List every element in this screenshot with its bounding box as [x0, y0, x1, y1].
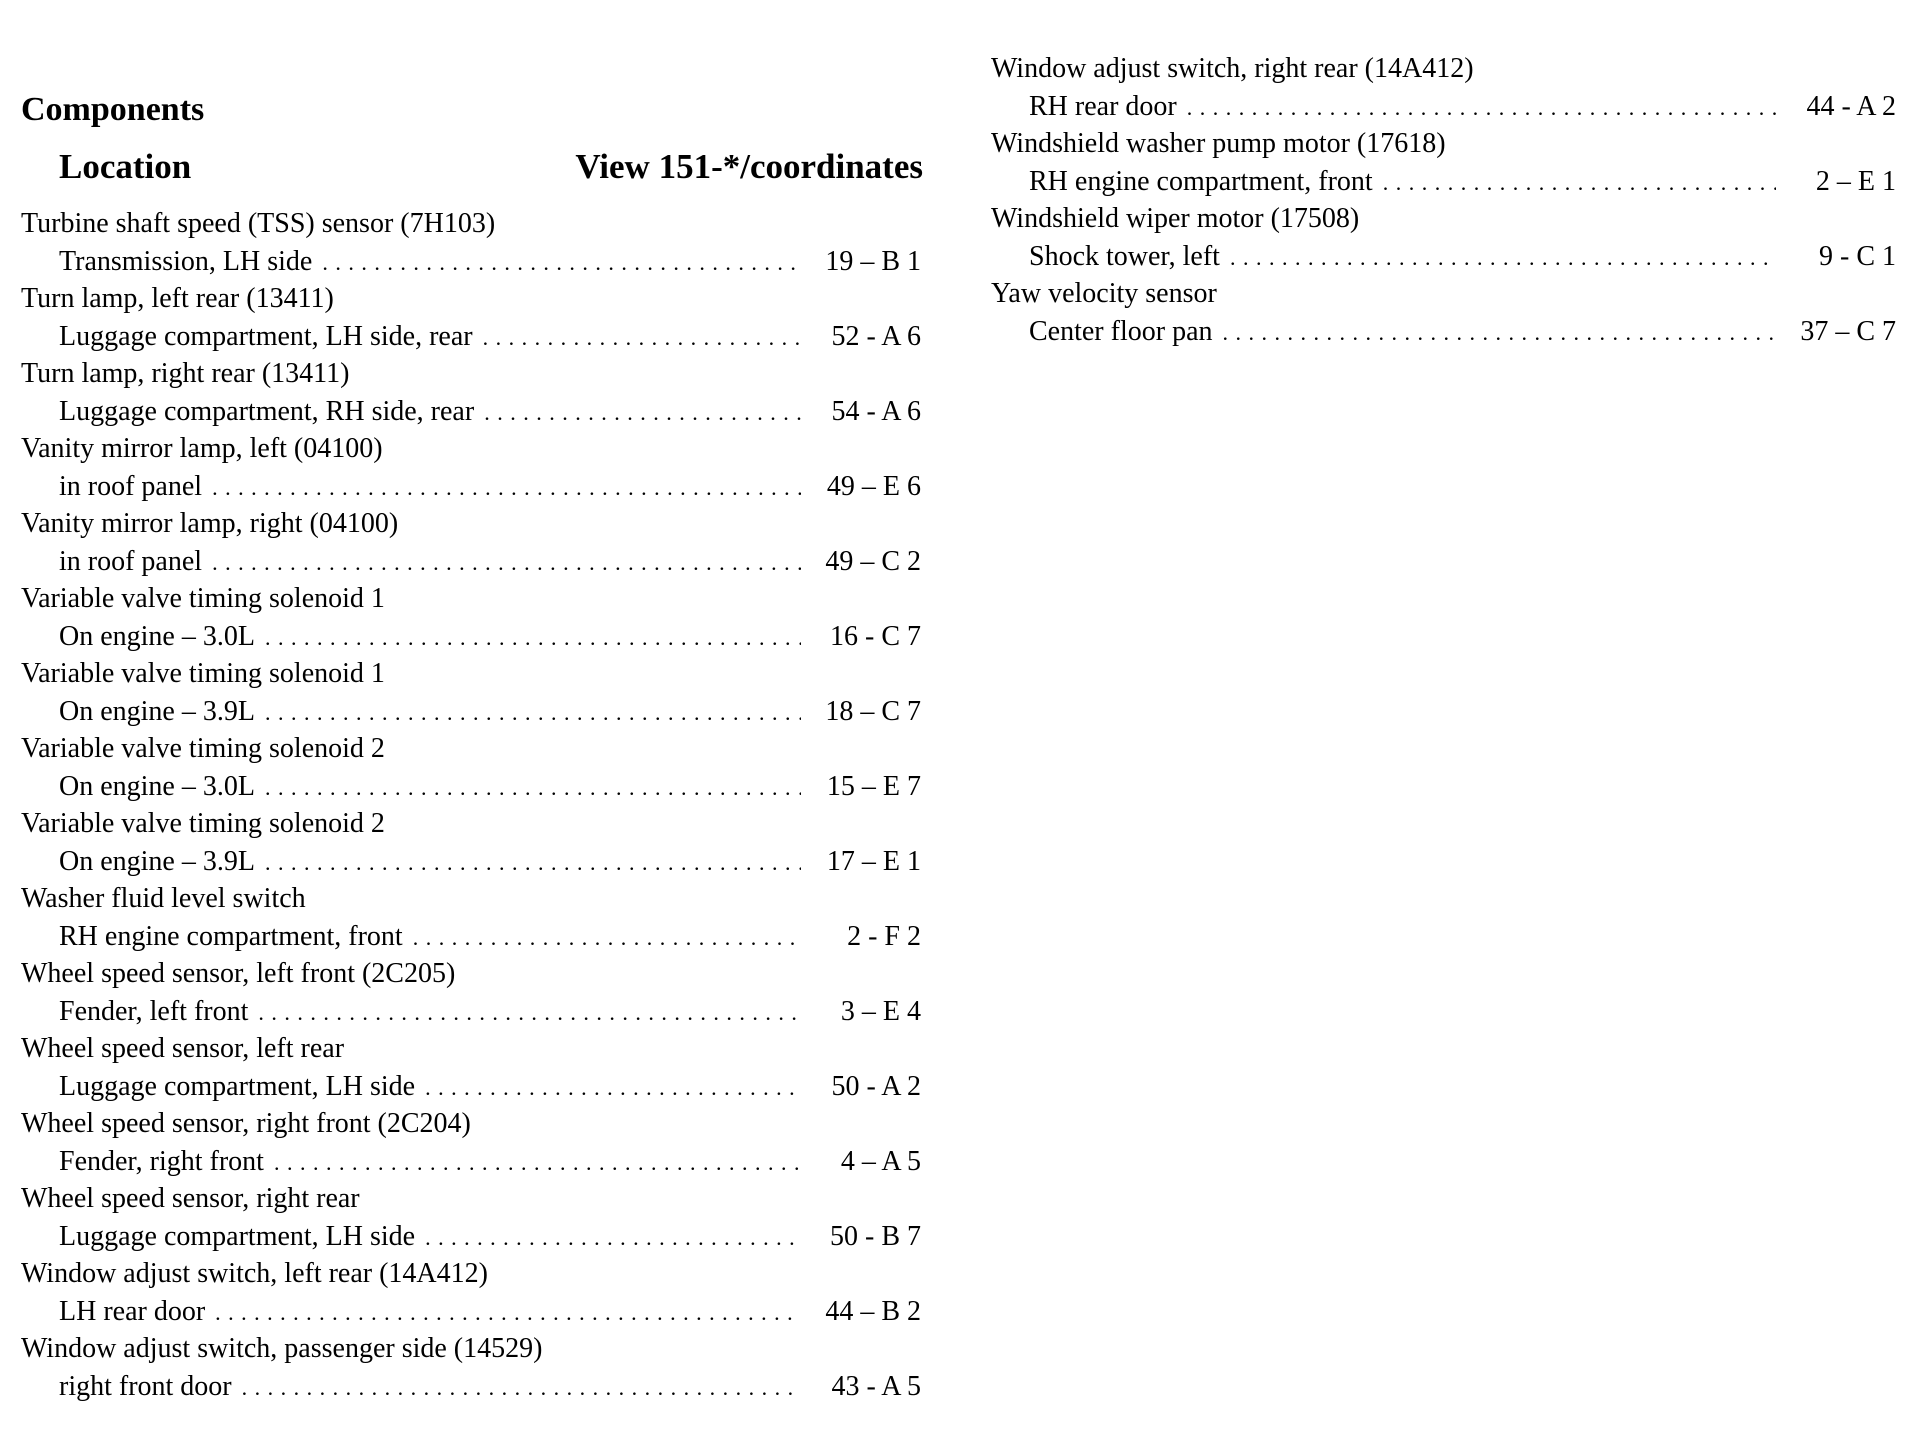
component-coordinate: 44 – B 2: [825, 1295, 921, 1327]
component-location: Luggage compartment, LH side: [59, 1220, 416, 1252]
component-coordinate: 49 – C 2: [825, 545, 921, 577]
component-location: right front door: [59, 1370, 232, 1402]
component-entry: [21, 1330, 921, 1405]
component-location-row: [21, 993, 921, 1031]
component-location: Luggage compartment, RH side, rear: [59, 395, 475, 427]
component-entry: [21, 1255, 921, 1330]
component-name: Wheel speed sensor, right front (2C204): [21, 1108, 471, 1139]
dot-leader: [212, 469, 801, 507]
component-coordinate: 18 – C 7: [825, 695, 921, 727]
component-location-row: [21, 393, 921, 431]
component-location: On engine – 3.0L: [59, 620, 255, 652]
dot-leader: [1223, 314, 1777, 352]
component-entry: [991, 125, 1896, 200]
component-coordinate: 2 - F 2: [847, 920, 921, 952]
component-location-row: [991, 163, 1896, 201]
dot-leader: [1230, 239, 1776, 277]
component-location-row: [21, 1293, 921, 1331]
component-coordinate: 50 - A 2: [831, 1070, 921, 1102]
dot-leader: [1383, 164, 1776, 202]
component-coordinate: 15 – E 7: [826, 770, 921, 802]
component-location: Transmission, LH side: [59, 245, 313, 277]
component-entry: [21, 880, 921, 955]
dot-leader: [212, 544, 801, 582]
component-name: Vanity mirror lamp, right (04100): [21, 508, 399, 539]
dot-leader: [265, 694, 801, 732]
component-location-row: [991, 313, 1896, 351]
component-coordinate: 49 – E 6: [826, 470, 921, 502]
component-coordinate: 16 - C 7: [830, 620, 921, 652]
dot-leader: [425, 1069, 801, 1107]
component-name: Window adjust switch, passenger side (14529): [21, 1333, 543, 1364]
component-name: Vanity mirror lamp, left (04100): [21, 433, 383, 464]
component-location: RH rear door: [1029, 90, 1177, 122]
component-coordinate: 43 - A 5: [831, 1370, 921, 1402]
component-name: Washer fluid level switch: [21, 883, 306, 914]
component-location: Fender, left front: [59, 995, 249, 1027]
component-name: Variable valve timing solenoid 2: [21, 733, 385, 764]
component-location-row: [21, 318, 921, 356]
component-location-row: [21, 543, 921, 581]
view-coordinates-header: View 151-*/coordinates: [575, 147, 923, 186]
component-location: Luggage compartment, LH side: [59, 1070, 416, 1102]
component-name: Wheel speed sensor, left rear: [21, 1033, 345, 1064]
component-name: Yaw velocity sensor: [991, 278, 1217, 309]
dot-leader: [425, 1219, 801, 1257]
component-name: Windshield wiper motor (17508): [991, 203, 1360, 234]
component-location: On engine – 3.9L: [59, 695, 255, 727]
dot-leader: [258, 994, 801, 1032]
component-entry: [21, 580, 921, 655]
component-entry: [21, 280, 921, 355]
component-entry: [991, 50, 1896, 125]
component-location: On engine – 3.0L: [59, 770, 255, 802]
component-entry: [21, 955, 921, 1030]
component-name: Turn lamp, right rear (13411): [21, 358, 350, 389]
component-name: Windshield washer pump motor (17618): [991, 128, 1446, 159]
component-coordinate: 44 - A 2: [1806, 90, 1896, 122]
component-entry: [21, 355, 921, 430]
component-entry: [21, 730, 921, 805]
dot-leader: [265, 619, 801, 657]
dot-leader: [265, 769, 801, 807]
component-coordinate: 52 - A 6: [831, 320, 921, 352]
component-coordinate: 9 - C 1: [1819, 240, 1896, 272]
component-entry: [21, 1180, 921, 1255]
component-coordinate: 37 – C 7: [1800, 315, 1896, 347]
component-location-row: [21, 693, 921, 731]
component-coordinate: 4 – A 5: [840, 1145, 921, 1177]
component-location-row: [21, 243, 921, 281]
component-location: Center floor pan: [1029, 315, 1213, 347]
component-entry: [21, 505, 921, 580]
component-location-row: [991, 238, 1896, 276]
component-coordinate: 2 – E 1: [1815, 165, 1896, 197]
component-name: Window adjust switch, right rear (14A412): [991, 53, 1474, 84]
dot-leader: [242, 1369, 801, 1407]
component-coordinate: 50 - B 7: [830, 1220, 921, 1252]
dot-leader: [483, 319, 801, 357]
component-coordinate: 19 – B 1: [825, 245, 921, 277]
component-name: Turbine shaft speed (TSS) sensor (7H103): [21, 208, 496, 239]
component-location-row: [21, 918, 921, 956]
component-location-row: [21, 1068, 921, 1106]
component-location-row: [21, 768, 921, 806]
component-name: Wheel speed sensor, left front (2C205): [21, 958, 456, 989]
column-headers: [21, 145, 921, 189]
component-location: Fender, right front: [59, 1145, 264, 1177]
component-name: Window adjust switch, left rear (14A412): [21, 1258, 488, 1289]
component-location: in roof panel: [59, 470, 203, 502]
component-entry: [21, 205, 921, 280]
component-location-row: [21, 1368, 921, 1406]
component-entry: [991, 275, 1896, 350]
component-coordinate: 17 – E 1: [826, 845, 921, 877]
component-location: Luggage compartment, LH side, rear: [59, 320, 473, 352]
component-name: Variable valve timing solenoid 1: [21, 658, 385, 689]
component-location: On engine – 3.9L: [59, 845, 255, 877]
component-location: in roof panel: [59, 545, 203, 577]
component-name: Variable valve timing solenoid 2: [21, 808, 385, 839]
component-name: Turn lamp, left rear (13411): [21, 283, 334, 314]
component-name: Variable valve timing solenoid 1: [21, 583, 385, 614]
component-location: RH engine compartment, front: [59, 920, 403, 952]
component-entry: [991, 200, 1896, 275]
component-location: Shock tower, left: [1029, 240, 1220, 272]
dot-leader: [322, 244, 801, 282]
component-location: LH rear door: [59, 1295, 206, 1327]
component-name: Wheel speed sensor, right rear: [21, 1183, 360, 1214]
section-title: Components: [21, 91, 205, 128]
dot-leader: [215, 1294, 801, 1332]
component-entry: [21, 1105, 921, 1180]
component-location-row: [21, 1218, 921, 1256]
component-coordinate: 3 – E 4: [840, 995, 921, 1027]
component-location-row: [21, 1143, 921, 1181]
dot-leader: [274, 1144, 801, 1182]
component-entry: [21, 430, 921, 505]
component-location: RH engine compartment, front: [1029, 165, 1373, 197]
component-location-row: [21, 468, 921, 506]
component-location-row: [991, 88, 1896, 126]
location-header: Location: [59, 147, 192, 186]
component-entry: [21, 1030, 921, 1105]
component-coordinate: 54 - A 6: [831, 395, 921, 427]
component-entry: [21, 805, 921, 880]
left-entry-list: [21, 205, 921, 1405]
component-location-row: [21, 618, 921, 656]
dot-leader: [265, 844, 801, 882]
component-entry: [21, 655, 921, 730]
dot-leader: [484, 394, 801, 432]
dot-leader: [413, 919, 801, 957]
dot-leader: [1187, 89, 1776, 127]
component-location-row: [21, 843, 921, 881]
right-entry-list: [991, 50, 1896, 350]
